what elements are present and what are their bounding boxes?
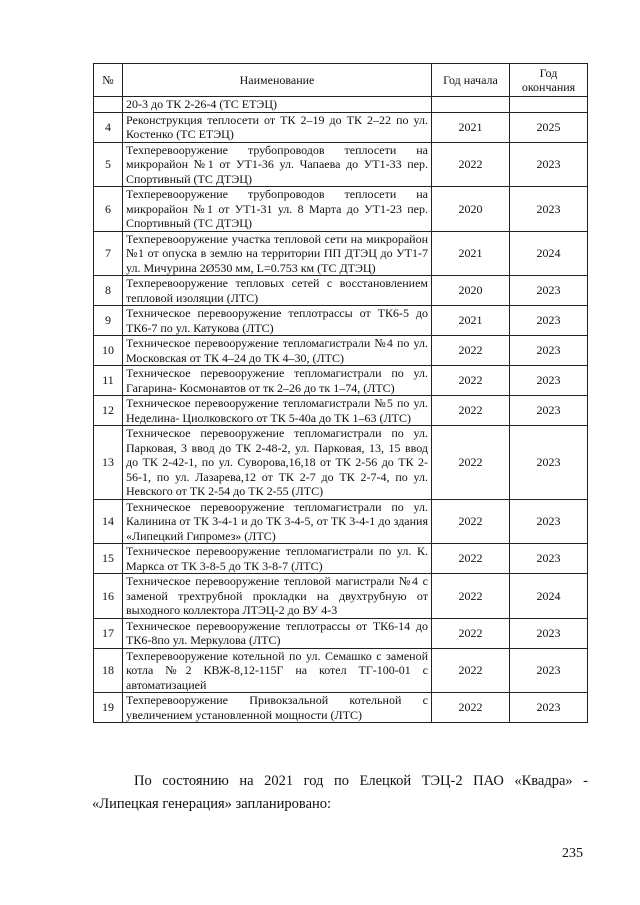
table-cell-end: 2024: [510, 231, 588, 276]
table-cell-start: 2021: [432, 112, 510, 142]
table-row: [94, 426, 588, 500]
table-cell-num: 15: [94, 544, 123, 574]
table-cell-end: [510, 97, 588, 113]
header-start-year: Год начала: [432, 64, 510, 97]
table-cell-start: 2022: [432, 618, 510, 648]
table-cell-num: [94, 97, 123, 113]
table-cell-end: 2023: [510, 396, 588, 426]
table-cell-end: 2025: [510, 112, 588, 142]
table-row: [94, 499, 588, 544]
table-row: [94, 112, 588, 142]
table-row: [94, 366, 588, 396]
table-cell-start: 2020: [432, 276, 510, 306]
table-cell-name: Техперевооружение трубопроводов теплосети на микрорайон №1 от УТ1-31 ул. 8 Марта до УТ1-23 пер. Спортивный (ТС ДТЭЦ): [123, 187, 432, 232]
table-cell-name: Техническое перевооружение тепломагистрали по ул. Парковая, 3 ввод до ТК 2-48-2, ул. Парковая, 13, 15 ввод до ТК 2-42-1, по ул. Суворова,16,18 от ТК 2-56 до ТК 2-56-1, по ул. Лазарева,12 от ТК 2-7 до ТК 2-7-4, по ул. Невского от ТК 2-54 до ТК 2-55 (ЛТС): [123, 426, 432, 500]
table-cell-end: 2023: [510, 187, 588, 232]
table-row: [94, 306, 588, 336]
page-number: 235: [562, 846, 583, 861]
table-cell-start: 2021: [432, 231, 510, 276]
table-cell-num: 12: [94, 396, 123, 426]
table-cell-end: 2023: [510, 306, 588, 336]
table-cell-start: 2021: [432, 306, 510, 336]
table-cell-end: 2024: [510, 574, 588, 619]
table-cell-name: Реконструкция теплосети от ТК 2–19 до ТК 2–22 по ул. Костенко (ТС ЕТЭЦ): [123, 112, 432, 142]
table-row: [94, 648, 588, 693]
table-cell-num: 8: [94, 276, 123, 306]
continuation-row: [94, 97, 588, 113]
table-cell-num: 10: [94, 336, 123, 366]
table-cell-num: 16: [94, 574, 123, 619]
table-cell-end: 2023: [510, 336, 588, 366]
header-end-year: Год окончания: [510, 64, 588, 97]
table-row: [94, 187, 588, 232]
table-cell-end: 2023: [510, 276, 588, 306]
table-cell-start: 2022: [432, 574, 510, 619]
table-cell-num: 13: [94, 426, 123, 500]
table-cell-end: 2023: [510, 499, 588, 544]
header-name: Наименование: [123, 64, 432, 97]
header-num: №: [94, 64, 123, 97]
table-cell-num: 6: [94, 187, 123, 232]
table-cell-name: Техническое перевооружение тепловой магистрали №4 с заменой трехтрубной прокладки на двухтрубную от выходного коллектора ЛТЭЦ-2 до ВУ 4-3: [123, 574, 432, 619]
table-cell-end: 2023: [510, 366, 588, 396]
table-cell-start: 2022: [432, 426, 510, 500]
table-cell-start: 2022: [432, 336, 510, 366]
table-cell-num: 4: [94, 112, 123, 142]
table-cell-num: 17: [94, 618, 123, 648]
table-cell-start: 2022: [432, 396, 510, 426]
table-cell-end: 2023: [510, 142, 588, 187]
table-cell-num: 18: [94, 648, 123, 693]
table-cell-name: Техническое перевооружение тепломагистрали по ул. Гагарина- Космонавтов от тк 2–26 до тк 1–74, (ЛТС): [123, 366, 432, 396]
table-cell-name: Техническое перевооружение тепломагистрали №4 по ул. Московская от ТК 4–24 до ТК 4–30, (ЛТС): [123, 336, 432, 366]
table-cell-end: 2023: [510, 648, 588, 693]
table-cell-num: 11: [94, 366, 123, 396]
table-cell-start: 2020: [432, 187, 510, 232]
table-row: [94, 231, 588, 276]
table-cell-start: 2022: [432, 544, 510, 574]
table-cell-start: 2022: [432, 499, 510, 544]
table-cell-num: 5: [94, 142, 123, 187]
table-cell-name: Техническое перевооружение тепломагистрали №5 по ул. Неделина- Циолковского от ТК 5-40а до ТК 1–63 (ЛТС): [123, 396, 432, 426]
table-cell-name: Техперевооружение тепловых сетей с восстановлением тепловой изоляции (ЛТС): [123, 276, 432, 306]
body-paragraph: По состоянию на 2021 год по Елецкой ТЭЦ-2 ПАО «Квадра» - «Липецкая генерация» запланировано:: [92, 773, 588, 812]
table-cell-num: 7: [94, 231, 123, 276]
table-cell-name: Техперевооружение участка тепловой сети на микрорайон №1 от опуска в землю на территории ПП ДТЭЦ до УТ1-7 ул. Мичурина 2Ø530 мм, L=0.753 км (ТС ДТЭЦ): [123, 231, 432, 276]
table-cell-end: 2023: [510, 618, 588, 648]
table-row: [94, 276, 588, 306]
table-cell-start: 2022: [432, 648, 510, 693]
table-cell-name: Техперевооружение Привокзальной котельной с увеличением установленной мощности (ЛТС): [123, 693, 432, 723]
table-cell-start: 2022: [432, 693, 510, 723]
table-cell-num: 14: [94, 499, 123, 544]
table-row: [94, 142, 588, 187]
table-row: [94, 574, 588, 619]
table-cell-name: Техническое перевооружение тепломагистрали по ул. К. Маркса от ТК 3-8-5 до ТК 3-8-7 (ЛТС): [123, 544, 432, 574]
table-cell-name: Техперевооружение котельной по ул. Семашко с заменой котла №2 КВЖ-8,12-115Г на котел ТГ-100-01 с автоматизацией: [123, 648, 432, 693]
table-row: [94, 544, 588, 574]
table-cell-end: 2023: [510, 693, 588, 723]
table-cell-name: 20-3 до ТК 2-26-4 (ТС ЕТЭЦ): [123, 97, 432, 113]
table-cell-name: Техперевооружение трубопроводов теплосети на микрорайон №1 от УТ1-36 ул. Чапаева до УТ1-33 пер. Спортивный (ТС ДТЭЦ): [123, 142, 432, 187]
table-cell-num: 9: [94, 306, 123, 336]
table-cell-name: Техническое перевооружение теплотрассы от ТК6-14 до ТК6-8по ул. Меркулова (ЛТС): [123, 618, 432, 648]
table-header-row: [94, 64, 588, 97]
table-cell-end: 2023: [510, 426, 588, 500]
table-row: [94, 693, 588, 723]
table-row: [94, 618, 588, 648]
table-row: [94, 396, 588, 426]
table-cell-name: Техническое перевооружение теплотрассы от ТК6-5 до ТК6-7 по ул. Катукова (ЛТС): [123, 306, 432, 336]
table-cell-name: Техническое перевооружение тепломагистрали по ул. Калинина от ТК 3-4-1 и до ТК 3-4-5, от ТК 3-4-1 до здания «Липецкий Гипромез» (ЛТС): [123, 499, 432, 544]
table-cell-num: 19: [94, 693, 123, 723]
table-cell-end: 2023: [510, 544, 588, 574]
projects-table: [93, 63, 588, 723]
table-cell-start: [432, 97, 510, 113]
table-row: [94, 336, 588, 366]
table-cell-start: 2022: [432, 142, 510, 187]
table-cell-start: 2022: [432, 366, 510, 396]
